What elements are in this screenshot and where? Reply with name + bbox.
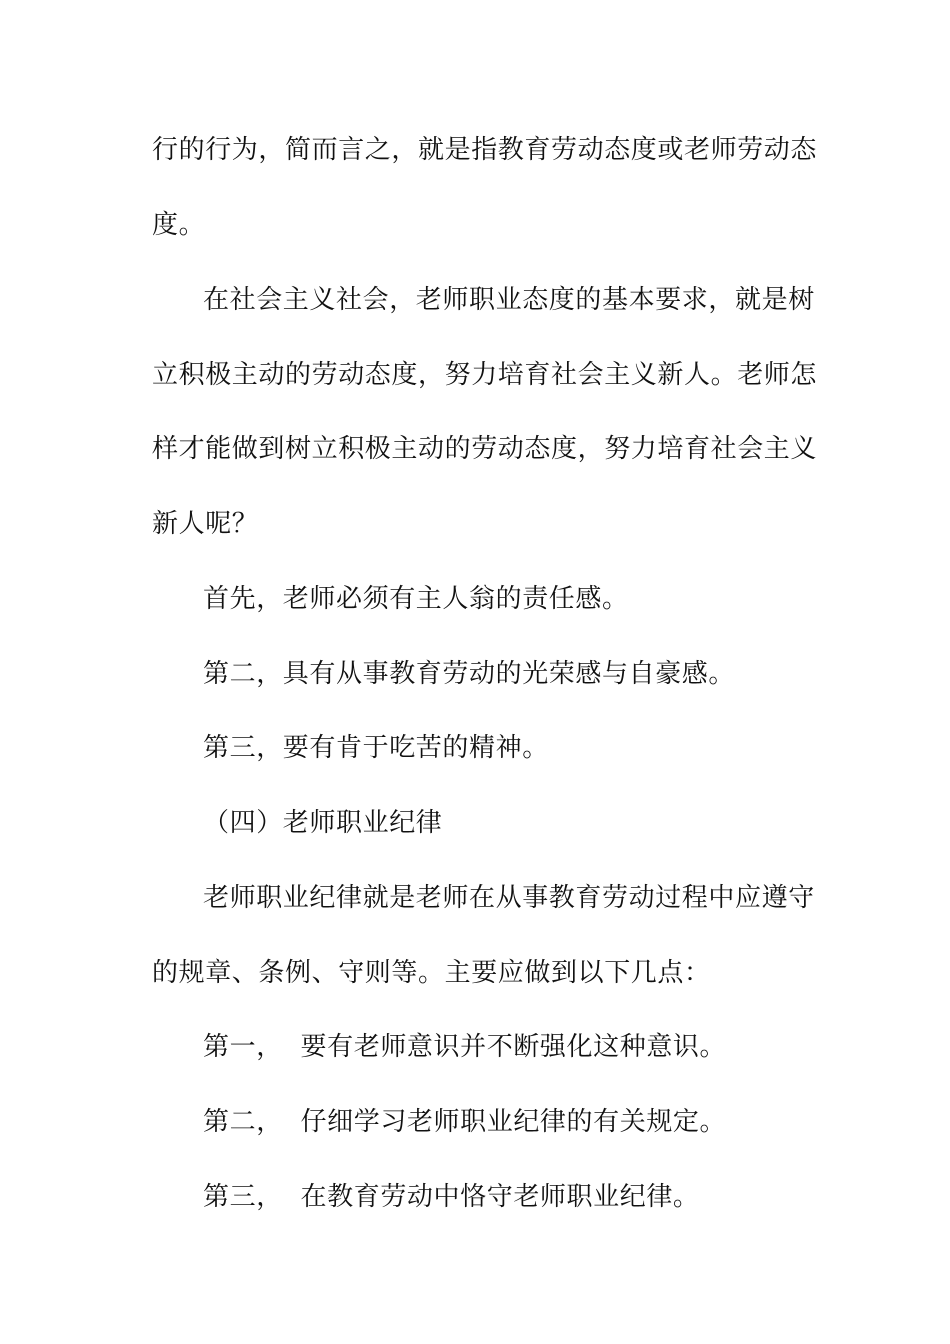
- paragraph-line-5: 样才能做到树立积极主动的劳动态度，努力培育社会主义: [152, 434, 818, 464]
- list-item-1: 第一， 要有老师意识并不断强化这种意识。: [203, 1032, 727, 1062]
- paragraph-line-9: 第三，要有肯于吃苦的精神。: [203, 733, 549, 763]
- paragraph-line-8: 第二，具有从事教育劳动的光荣感与自豪感。: [203, 659, 736, 689]
- paragraph-line-2: 度。: [152, 210, 206, 240]
- list-item-3: 第三， 在教育劳动中恪守老师职业纪律。: [203, 1182, 700, 1212]
- section-heading: （四）老师职业纪律: [203, 808, 443, 838]
- paragraph-line-7: 首先，老师必须有主人翁的责任感。: [203, 584, 629, 614]
- paragraph-line-11: 老师职业纪律就是老师在从事教育劳动过程中应遵守: [203, 883, 815, 913]
- paragraph-line-3: 在社会主义社会，老师职业态度的基本要求，就是树: [203, 285, 815, 315]
- paragraph-line-4: 立积极主动的劳动态度，努力培育社会主义新人。老师怎: [152, 360, 818, 390]
- paragraph-line-6: 新人呢？: [152, 509, 259, 539]
- list-item-2: 第二， 仔细学习老师职业纪律的有关规定。: [203, 1107, 727, 1137]
- paragraph-line-12: 的规章、条例、守则等。主要应做到以下几点：: [152, 958, 711, 988]
- paragraph-line-1: 行的行为，简而言之，就是指教育劳动态度或老师劳动态: [152, 135, 818, 165]
